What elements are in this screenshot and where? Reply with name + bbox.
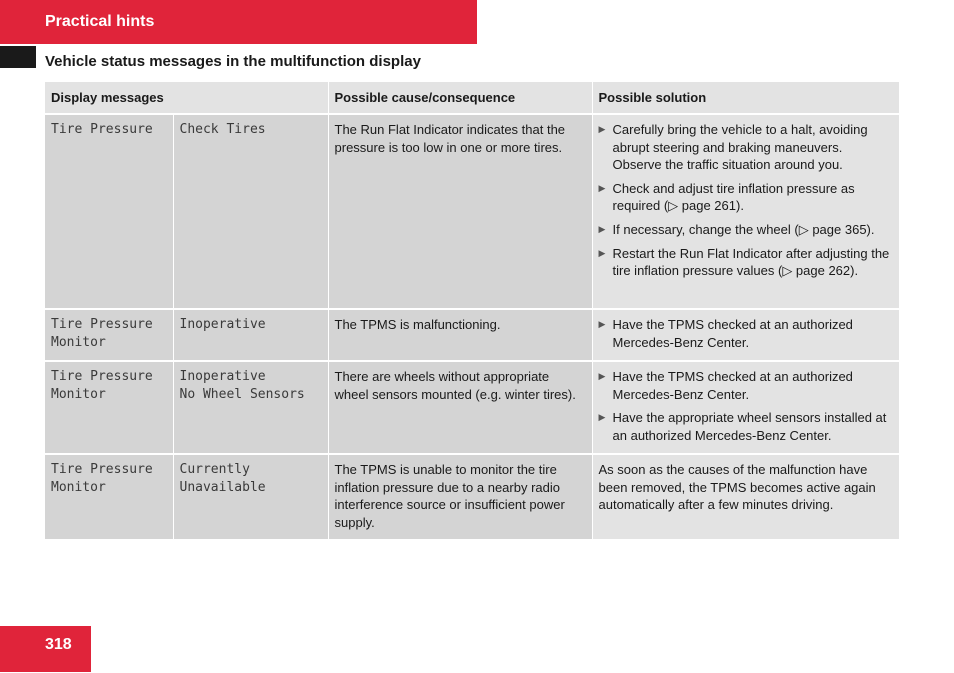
- message-text: Currently: [179, 462, 250, 477]
- solution-cell: [592, 361, 899, 454]
- page-number: 318: [45, 636, 72, 653]
- message-text: Tire Pressure: [51, 122, 153, 137]
- message-text: Tire Pressure: [51, 317, 153, 332]
- message-text: No Wheel Sensors: [179, 386, 305, 402]
- table-header-row: [45, 82, 899, 114]
- header-possible-cause: Possible cause/consequence: [328, 82, 592, 114]
- solution-text: Have the appropriate wheel sensors installed at an authorized Mercedes-Benz Center.: [612, 410, 887, 443]
- table-row: [45, 114, 899, 309]
- display-message-line2: [173, 454, 328, 540]
- solution-text: If necessary, change the wheel (▷ page 365).: [612, 221, 875, 237]
- display-message-line2: [173, 309, 328, 361]
- message-text: Monitor: [51, 334, 106, 350]
- status-messages-table: [45, 82, 900, 541]
- message-text: Tire Pressure: [51, 369, 153, 384]
- solution-text: Have the TPMS checked at an authorized Mercedes-Benz Center.: [612, 317, 853, 350]
- table-row: [45, 309, 899, 361]
- solution-item: [599, 316, 893, 351]
- message-text: Monitor: [51, 479, 106, 495]
- triangle-bullet-icon: ▶: [598, 371, 606, 381]
- cause-cell: The TPMS is unable to monitor the tire inflation pressure due to a nearby radio interference source or insufficient power supply.: [328, 454, 592, 540]
- section-marker: [0, 46, 36, 68]
- cause-cell: The TPMS is malfunctioning.: [328, 309, 592, 361]
- header-display-messages: Display messages: [45, 82, 328, 114]
- table-row: [45, 361, 899, 454]
- message-text: Tire Pressure: [51, 462, 153, 477]
- triangle-bullet-icon: ▶: [598, 247, 606, 258]
- display-message-line1: [45, 114, 173, 309]
- solution-item: [599, 180, 893, 215]
- solution-cell: [592, 309, 899, 361]
- message-text: Inoperative: [179, 369, 266, 384]
- message-text: Check Tires: [179, 122, 266, 137]
- triangle-bullet-icon: ▶: [598, 124, 606, 134]
- solution-text: Restart the Run Flat Indicator after adjusting the tire inflation pressure values (▷ page 262).: [612, 245, 890, 279]
- chapter-title: Practical hints: [45, 13, 155, 30]
- cause-cell: The Run Flat Indicator indicates that the pressure is too low in one or more tires.: [328, 114, 592, 309]
- solution-text: Carefully bring the vehicle to a halt, avoiding abrupt steering and braking maneuvers. Observe the traffic situation around you.: [612, 122, 868, 173]
- triangle-bullet-icon: ▶: [598, 182, 606, 193]
- display-message-line1: [45, 361, 173, 454]
- solution-item: [599, 368, 893, 403]
- header-possible-solution: Possible solution: [592, 82, 899, 114]
- solution-item: [599, 245, 893, 280]
- display-message-line2: [173, 114, 328, 309]
- message-text: Unavailable: [179, 479, 266, 495]
- table-row: [45, 454, 899, 540]
- cause-cell: There are wheels without appropriate wheel sensors mounted (e.g. winter tires).: [328, 361, 592, 454]
- solution-cell: [592, 114, 899, 309]
- solution-text: Check and adjust tire inflation pressure as required (▷ page 261).: [612, 180, 855, 214]
- display-message-line1: [45, 309, 173, 361]
- solution-item: [599, 121, 893, 174]
- message-text: Inoperative: [179, 317, 266, 332]
- solution-item: [599, 409, 893, 444]
- solution-text: Have the TPMS checked at an authorized Mercedes-Benz Center.: [612, 369, 853, 402]
- display-message-line2: [173, 361, 328, 454]
- solution-item: [599, 221, 893, 239]
- triangle-bullet-icon: ▶: [598, 412, 606, 423]
- section-title: Vehicle status messages in the multifunction display: [45, 53, 421, 70]
- display-message-line1: [45, 454, 173, 540]
- triangle-bullet-icon: ▶: [598, 319, 606, 329]
- triangle-bullet-icon: ▶: [598, 223, 606, 234]
- message-text: Monitor: [51, 386, 106, 402]
- solution-cell: As soon as the causes of the malfunction have been removed, the TPMS becomes active again automatically after a few minutes driving.: [592, 454, 899, 540]
